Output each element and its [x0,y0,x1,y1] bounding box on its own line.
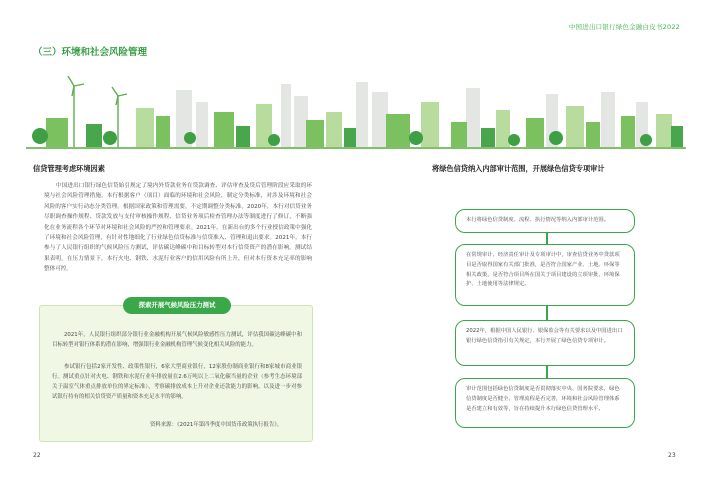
audit-box-1 [455,209,635,233]
page-number-right: 23 [668,452,676,459]
page-number-left: 22 [33,452,41,459]
left-heading: 信贷管理考虑环境因素 [33,164,105,173]
audit-box-4-text: 审计范围包括绿色信贷制度是否贯彻落实中央、国务院要求，绿色信贷制度是否健全、管理流程是否完善，环境和社会风险管理体系是否建立和有效等，旨在持续提升本行绿色信贷管理水平。 [466,386,620,412]
audit-box-3-text: 2022年，根据中国人民银行、银保监会等有关要求以及中国进出口银行绿色信贷指引有关规定，本行开展了绿色信贷专项审计。 [466,328,623,344]
audit-box-4 [455,378,635,428]
case-paragraph-1: 2021年，人民银行组织部分银行业金融机构开展气候风险敏感性压力测试，评估我国碳达峰碳中和目标转型对银行体系的潜在影响，增强银行业金融机构管理气候变化相关风险的能力。 [52,332,302,348]
case-paragraph-2: 参试银行包括2家开发性、政策性银行，6家大型商业银行，12家股份制商业银行和8家城市商业银行。测试重点针对火电、钢铁和水泥行业年排放量在2.6万吨以上二氧化碳当量的企业（参考生态环境部关于温室气体重点排放单位的界定标准），考察碳排放成本上升对企业还款能力的影响，以及进一步对参试银行持有的相关信贷资产质量和资本充足水平的影响。 [52,364,302,400]
report-header: 中国进出口银行绿色金融白皮书2022 [568,23,680,31]
city-skyline-illustration [26,62,686,148]
case-source: 资料来源：《2021年第四季度中国货币政策执行报告》。 [150,422,283,428]
audit-box-2 [455,244,635,306]
ground-line [26,147,686,149]
audit-box-3 [455,320,635,366]
audit-box-1-text: 本行将绿色信贷制度、流程、执行情况等纳入内部审计范围。 [466,217,610,223]
case-study-title: 探索开展气候风险压力测试 [123,297,231,314]
left-paragraph: 中国进出口银行绿色信贷始引规定了境内外贷款业务在贷款调查、评估审查及贷后管理阶段应采取的环境与社会风险管理措施。本行根据客户（项目）面临的环境和社会风险，制定分类标准，对涉及环境和社会风险的客户实行动态分类管理。根据国家政策和管理需要，不定期调整分类标准。2020年，本行对信贷业务尽职调查操作规程、贷款发放与支付审核操作规程、信贷业务项后检查管理办法等制度进行了修订，不断强化在业务流程各个环节对环境和社会风险的严控和管理要求。2021年，在新出台的多个行业授信政策中强化了环境和社会风险管理，有针对性地细化了行业绿色信贷标准与信贷准入、管理和退出要求。2021年，本行参与了人民银行组织的气候风险压力测试，评估碳达峰碳中和目标转型对本行信贷资产的潜在影响。测试结果表明，在压力情景下，本行火电、钢铁、水泥行业客户的信用风险有所上升，但对本行资本充足率的影响整体可控。 [44,183,312,273]
right-heading: 将绿色信贷纳入内部审计范围，开展绿色信贷专项审计 [432,164,605,173]
audit-box-2-text: 在常规审计、经济责任审计及专项审计中，审查信贷业务中贷款项目是否取得国家有关部门批准，是否符合国家产业、土地、环保等相关政策，是否符合项目所在国关于项目建设的立项审批、环境保护、土地使用等法律规定。 [466,252,620,288]
section-title: （三）环境和社会风险管理 [33,47,148,58]
